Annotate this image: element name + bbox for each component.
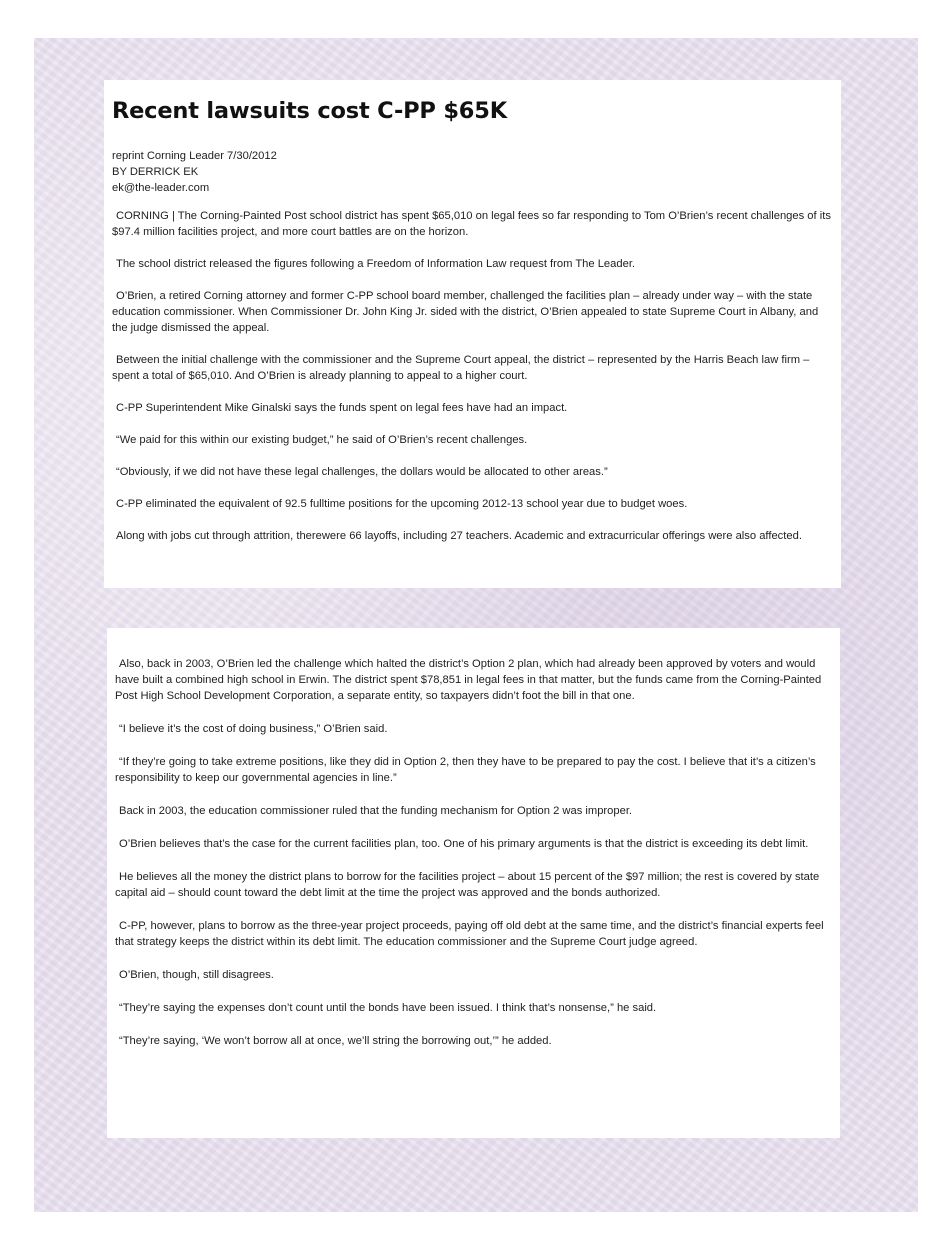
paragraph: “If they’re going to take extreme positions, like they did in Option 2, then they have to be prepared to pay the cost. I believe that it’s a citizen’s responsibility to keep our governmental agencies in line.” [115,756,816,784]
paragraph: “Obviously, if we did not have these legal challenges, the dollars would be allocated to other areas.” [116,466,608,478]
article-panel-bottom [107,628,840,1138]
paragraph: C-PP Superintendent Mike Ginalski says the funds spent on legal fees have had an impact. [116,402,568,414]
paragraph: The school district released the figures following a Freedom of Information Law request from The Leader. [116,258,636,270]
paragraph: “I believe it’s the cost of doing business,” O’Brien said. [119,723,388,735]
paragraph: C-PP eliminated the equivalent of 92.5 fulltime positions for the upcoming 2012-13 school year due to budget woes. [116,498,688,510]
paragraph: CORNING | The Corning-Painted Post school district has spent $65,010 on legal fees so far responding to Tom O’Brien’s recent challenges of its $97.4 million facilities project, and more court battles are on the horizon. [112,210,831,238]
paragraph: O’Brien, though, still disagrees. [119,969,274,981]
author-email: ek@the-leader.com [112,182,210,194]
paragraph: “They’re saying the expenses don’t count until the bonds have been issued. I think that’s nonsense,” he said. [119,1002,657,1014]
paragraph: O’Brien believes that’s the case for the current facilities plan, too. One of his primary arguments is that the district is exceeding its debt limit. [119,838,809,850]
paragraph: O’Brien, a retired Corning attorney and former C-PP school board member, challenged the facilities plan – already under way – with the state education commissioner. When Commissioner Dr. John King Jr. sided with the district, O’Brien appealed to state Supreme Court in Albany, and the judge dismissed the appeal. [112,290,819,334]
reprint-line: reprint Corning Leader 7/30/2012 [112,150,277,162]
article-panel-top [104,80,841,588]
paragraph: Back in 2003, the education commissioner ruled that the funding mechanism for Option 2 was improper. [119,805,633,817]
paragraph: Along with jobs cut through attrition, therewere 66 layoffs, including 27 teachers. Academic and extracurricular offerings were also affected. [116,530,802,542]
paragraph: He believes all the money the district plans to borrow for the facilities project – about 15 percent of the $97 million; the rest is covered by state capital aid – should count toward the debt limit at the time the project was approved and the bonds authorized. [115,871,820,899]
article-headline: Recent lawsuits cost C-PP $65K [112,98,507,124]
paragraph: “We paid for this within our existing budget,” he said of O’Brien’s recent challenges. [116,434,528,446]
paragraph: “They’re saying, ‘We won’t borrow all at once, we’ll string the borrowing out,’” he added. [119,1035,552,1047]
paragraph: Also, back in 2003, O’Brien led the challenge which halted the district’s Option 2 plan, which had already been approved by voters and would have built a combined high school in Erwin. The district spent $78,851 in legal fees in that matter, but the funds came from the Corning-Painted Post High School Development Corporation, a separate entity, so taxpayers didn’t foot the bill in that one. [115,658,822,702]
paragraph: Between the initial challenge with the commissioner and the Supreme Court appeal, the district – represented by the Harris Beach law firm – spent a total of $65,010. And O’Brien is already planning to appeal to a higher court. [112,354,810,382]
article-byline [112,148,833,196]
author-line: BY DERRICK EK [112,166,199,178]
paragraph: C-PP, however, plans to borrow as the three-year project proceeds, paying off old debt at the same time, and the district’s financial experts feel that strategy keeps the district within its debt limit. The education commissioner and the Supreme Court judge agreed. [115,920,824,948]
